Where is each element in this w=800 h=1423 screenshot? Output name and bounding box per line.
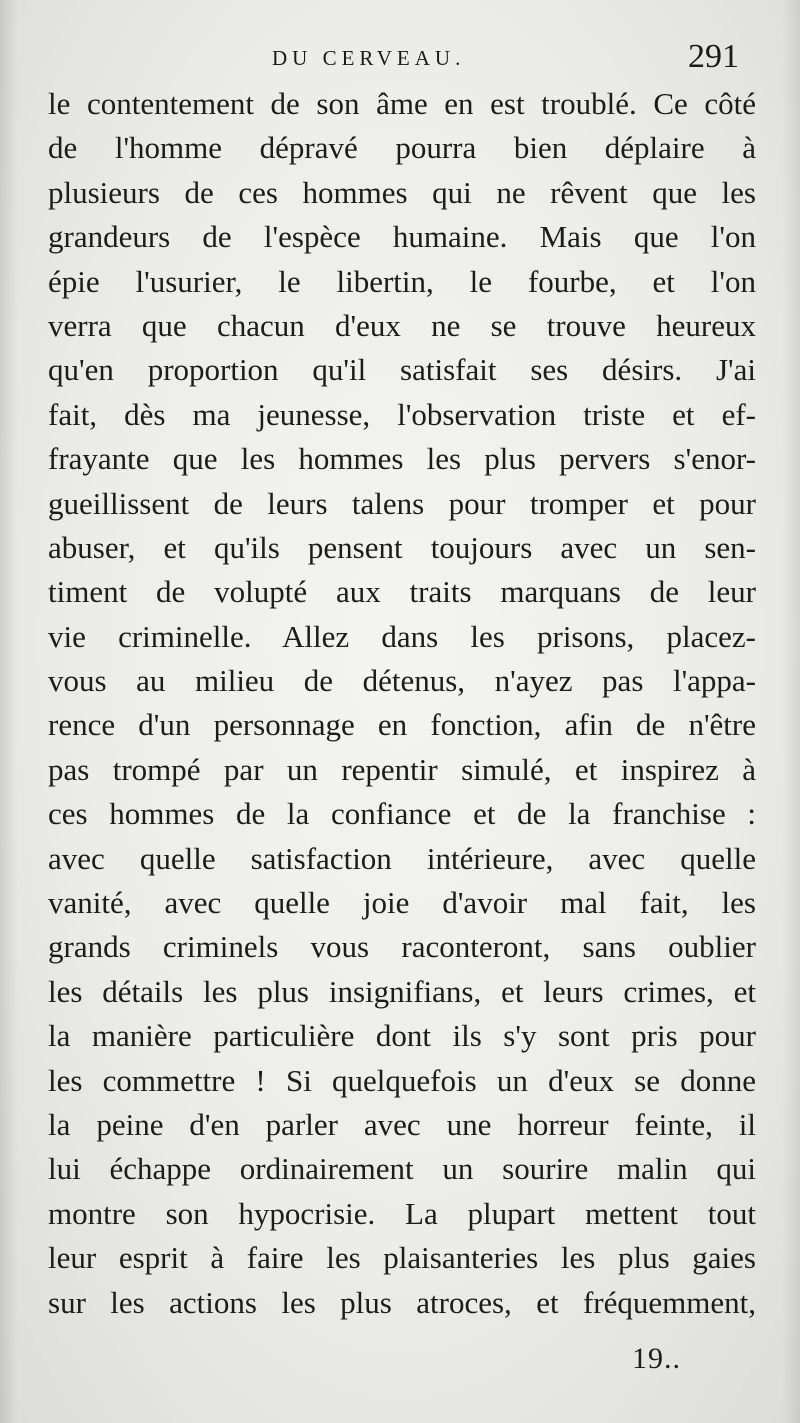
text-line: qu'en proportion qu'il satisfait ses désirs. J'ai [48, 352, 756, 388]
left-edge-shadow [0, 0, 18, 1423]
text-line: vous au milieu de détenus, n'ayez pas l'appa- [48, 663, 756, 699]
text-line: rence d'un personnage en fonction, afin de n'être [48, 707, 756, 743]
text-line: fait, dès ma jeunesse, l'observation triste et ef- [48, 396, 756, 432]
text-line: de l'homme dépravé pourra bien déplaire à [48, 130, 756, 166]
text-line: grandeurs de l'espèce humaine. Mais que l'on [48, 219, 756, 255]
text-line: lui échappe ordinairement un sourire malin qui [48, 1151, 756, 1187]
text-line: abuser, et qu'ils pensent toujours avec un sen- [48, 529, 756, 565]
text-line: avec quelle satisfaction intérieure, avec quelle [48, 840, 756, 876]
text-line: vanité, avec quelle joie d'avoir mal fait, les [48, 885, 756, 921]
signature-mark: 19.. [632, 1342, 681, 1375]
text-line: timent de volupté aux traits marquans de leur [48, 574, 756, 610]
text-line: la manière particulière dont ils s'y sont pris pour [48, 1018, 756, 1054]
text-line: les détails les plus insignifians, et leurs crimes, et [48, 973, 756, 1009]
page-number: 291 [688, 38, 739, 75]
text-line: pas trompé par un repentir simulé, et inspirez à [48, 751, 756, 787]
right-edge-shadow [782, 0, 800, 1423]
text-line: gueillissent de leurs talens pour tromper et pour [48, 485, 756, 521]
text-line: plusieurs de ces hommes qui ne rêvent que les [48, 174, 756, 210]
text-line: le contentement de son âme en est troublé. Ce côté [48, 86, 756, 121]
text-line: montre son hypocrisie. La plupart mettent tout [48, 1195, 756, 1231]
text-line: les commettre ! Si quelquefois un d'eux se donne [48, 1062, 756, 1098]
text-line: la peine d'en parler avec une horreur feinte, il [48, 1106, 756, 1142]
page-header [0, 38, 800, 88]
text-line: ces hommes de la confiance et de la franchise : [48, 796, 756, 832]
running-head: DU CERVEAU. [272, 46, 466, 70]
text-line: leur esprit à faire les plaisanteries les plus gaies [48, 1240, 756, 1276]
text-line: frayante que les hommes les plus pervers s'enor- [48, 441, 756, 477]
text-line: épie l'usurier, le libertin, le fourbe, et l'on [48, 263, 756, 299]
text-line: sur les actions les plus atroces, et fréquemment, [48, 1284, 756, 1320]
body-text [48, 82, 756, 1325]
text-line: vie criminelle. Allez dans les prisons, placez- [48, 618, 756, 654]
text-line: grands criminels vous raconteront, sans oublier [48, 929, 756, 965]
text-line: verra que chacun d'eux ne se trouve heureux [48, 307, 756, 343]
